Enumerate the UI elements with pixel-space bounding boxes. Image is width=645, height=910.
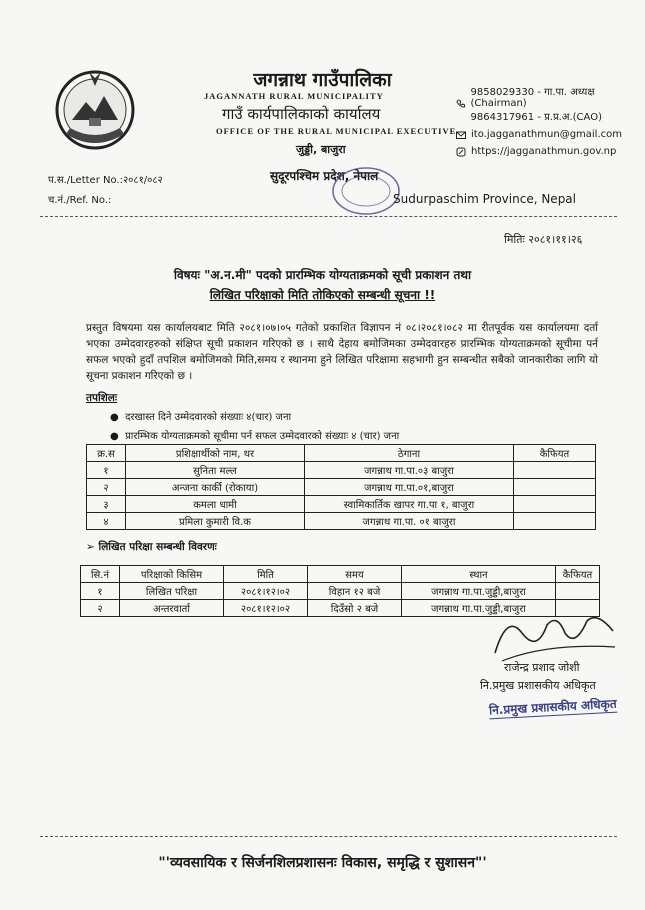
table-header-cell: क्र.स	[87, 445, 126, 462]
table-cell	[556, 583, 600, 600]
link-icon	[456, 147, 466, 157]
phone-cao: 9864317961 - प्र.प्र.अ.(CAO)	[470, 112, 602, 123]
subject-line-2: लिखित परिक्षाको मिति तोकिएको सम्बन्धी सूचना !!	[209, 288, 436, 302]
subject-line-1: विषयः "अ.न.मी" पदको प्रारम्भिक योग्यताक्रमको सूची प्रकाशन तथा	[173, 268, 472, 282]
table-cell	[514, 462, 596, 479]
table-row	[87, 479, 596, 496]
contact-block	[456, 84, 645, 157]
table-cell: सुनिता मल्ल	[126, 462, 305, 479]
signatory-name: राजेन्द्र प्रशाद जोशी	[504, 661, 580, 674]
bullet-item: ● प्रारम्भिक योग्यताक्रमको सूचीमा पर्न सफल उम्मेदवारको संख्याः ४ (चार) जना	[110, 431, 400, 442]
table-header-cell: परिक्षाको किसिम	[120, 566, 224, 583]
table-cell: १	[81, 583, 120, 600]
phone-icon	[456, 99, 466, 109]
province-text-np: सुदूरपश्चिम प्रदेश, नेपाल	[270, 169, 379, 183]
contact-website	[456, 146, 645, 157]
body-paragraph: प्रस्तुत विषयमा यस कार्यालयबाट मिति २०८१।०७।०५ गतेको प्रकाशित विज्ञापन नं ०८।२०८१।०८२ मा रीतपूर्वक यस कार्यालयमा दर्ता भएका उम्मेदवारहरुको संक्षिप्त सूची प्रकाशन गरिएको छ । साथै देहाय बमोजिमका उम्मेदवारहरु प्रारम्भिक योग्यताक्रमको सूचीमा पर्न सफल भएको हुदाँ तपशिल बमोजिमको मिति,समय र स्थानमा हुने लिखित परिक्षामा सहभागी हुन सम्बन्धीत सबैको जानकारीका लागि यो सूचना प्रकाशन गरिएको छ ।	[86, 322, 598, 382]
table-header-cell: सि.नं	[81, 566, 120, 583]
table-header-cell: ठेगाना	[305, 445, 514, 462]
province-text-en: Sudurpaschim Province, Nepal	[393, 192, 576, 206]
bullet-text: प्रारम्भिक योग्यताक्रमको सूचीमा पर्न सफल उम्मेदवारको संख्याः ४ (चार) जना	[125, 431, 400, 442]
table-cell: अन्जना कार्की (रोकाया)	[126, 479, 305, 496]
table-header-cell: कैफियत	[514, 445, 596, 462]
office-name: गाउँ कार्यपालिकाको कार्यालय	[222, 105, 381, 123]
table-cell	[514, 479, 596, 496]
footer-divider	[40, 836, 617, 837]
municipality-name: जगन्नाथ गाउँपालिका	[253, 69, 392, 91]
signatory-title: नि.प्रमुख प्रशासकीय अधिकृत	[480, 679, 596, 692]
location-text: जुड्डी, बाजुरा	[296, 143, 346, 156]
office-stamp-icon	[330, 165, 402, 217]
table-cell: अन्तरवार्ता	[120, 600, 224, 617]
table-cell: ४	[87, 513, 126, 530]
contact-email	[456, 129, 645, 140]
exam-heading	[86, 540, 217, 554]
table-cell	[514, 513, 596, 530]
table-header-row	[81, 566, 600, 583]
header-divider	[40, 216, 617, 217]
table-cell: जगन्नाथ गा.पा.जुड्डी,बाजुरा	[402, 600, 556, 617]
table-cell: ३	[87, 496, 126, 513]
table-row	[81, 583, 600, 600]
municipality-name-en: JAGANNATH RURAL MUNICIPALITY	[204, 91, 384, 101]
table-header-cell: प्रशिक्षार्थीको नाम, थर	[126, 445, 305, 462]
table-cell: जगन्नाथ गा.पा.०१,बाजुरा	[305, 479, 514, 496]
table-cell: विहान १२ बजे	[308, 583, 402, 600]
email-icon	[456, 130, 466, 140]
signatory-stamp: नि.प्रमुख प्रशासकीय अधिकृत	[488, 696, 617, 718]
table-row	[87, 513, 596, 530]
table-cell: प्रमिला कुमारी वि.क	[126, 513, 305, 530]
exam-heading-text: लिखित परिक्षा सम्बन्धी विवरणः	[98, 541, 217, 553]
table-cell: कमला धामी	[126, 496, 305, 513]
table-header-cell: समय	[308, 566, 402, 583]
bullet-text: दरखास्त दिने उम्मेदवारको संख्याः ४(चार) जना	[125, 412, 292, 423]
table-cell: स्वामिकार्तिक खापर गा.पा १, बाजुरा	[305, 496, 514, 513]
arrow-icon: ➢	[86, 541, 95, 553]
website-text[interactable]: https://jagganathmun.gov.np	[471, 146, 617, 157]
details-label: तपशिलः	[86, 392, 118, 404]
table-header-row	[87, 445, 596, 462]
bullet-item: ● दरखास्त दिने उम्मेदवारको संख्याः ४(चार) जना	[110, 412, 292, 423]
table-cell: २	[87, 479, 126, 496]
table-row	[87, 462, 596, 479]
table-row	[87, 496, 596, 513]
table-cell	[514, 496, 596, 513]
table-cell: लिखित परिक्षा	[120, 583, 224, 600]
phone-chairman: 9858029330 - गा.पा. अध्यक्ष (Chairman)	[470, 87, 595, 109]
table-cell: दिउँसो २ बजे	[308, 600, 402, 617]
ref-number: च.नं./Ref. No.:	[48, 195, 112, 206]
table-cell: जगन्नाथ गा.पा.०३ बाजुरा	[305, 462, 514, 479]
contact-phone	[456, 84, 645, 123]
table-cell: १	[87, 462, 126, 479]
letter-number: प.स./Letter No.:२०८१/०८२	[48, 175, 163, 186]
footer-slogan: "'व्यवसायिक र सिर्जनशिलप्रशासनः विकास, समृद्धि र सुशासन"'	[158, 855, 487, 871]
candidates-table	[86, 444, 596, 530]
office-name-en: OFFICE OF THE RURAL MUNICIPAL EXECUTIVE	[216, 126, 457, 136]
table-cell: २	[81, 600, 120, 617]
letter-date: मितिः २०८१।११।२६	[504, 233, 583, 246]
table-cell: २०८१।१२।०२	[224, 600, 308, 617]
table-header-cell: कैफियत	[556, 566, 600, 583]
table-header-cell: मिति	[224, 566, 308, 583]
table-cell: जगन्नाथ गा.पा.जुड्डी,बाजुरा	[402, 583, 556, 600]
table-cell: जगन्नाथ गा.पा. ०१ बाजुरा	[305, 513, 514, 530]
table-header-cell: स्थान	[402, 566, 556, 583]
table-cell: २०८१।१२।०२	[224, 583, 308, 600]
email-text[interactable]: ito.jagganathmun@gmail.com	[471, 129, 623, 140]
